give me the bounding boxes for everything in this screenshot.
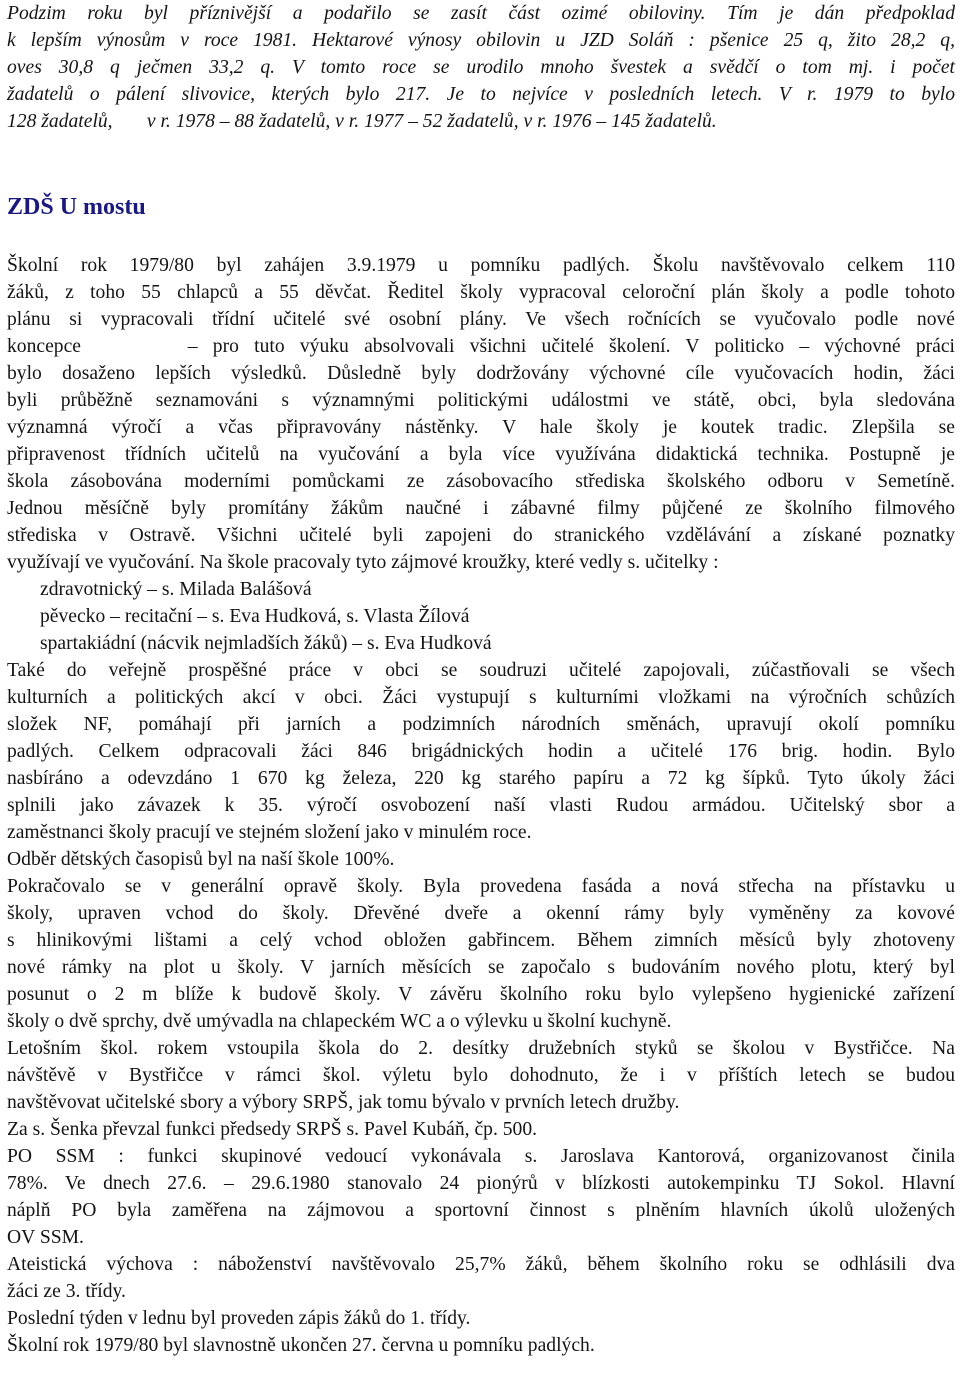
club-item: spartakiádní (nácvik nejmladších žáků) – s. Eva Hudková bbox=[40, 633, 492, 654]
body-line: koncepce – pro tuto výuku absolvovali všichni učitelé školení. V politicko – výchovné práci bbox=[7, 336, 955, 357]
intro-line: k lepším výnosům v roce 1981. Hektarové výnosy obilovin u JZD Soláň : pšenice 25 q, žito 28,2 q, bbox=[7, 30, 955, 51]
body-line: PO SSM : funkci skupinové vedoucí vykonávala s. Jaroslava Kantorová, organizovanost činila bbox=[7, 1146, 955, 1167]
body-line: žáci ze 3. třídy. bbox=[7, 1281, 126, 1302]
club-item: pěvecko – recitační – s. Eva Hudková, s. Vlasta Žílová bbox=[40, 606, 470, 627]
body-line: bylo dosaženo lepších výsledků. Důsledně byly dodržovány výchovné cíle vyučovacích hodin, žáci bbox=[7, 363, 955, 384]
body-line: Za s. Šenka převzal funkci předsedy SRPŠ s. Pavel Kubáň, čp. 500. bbox=[7, 1119, 538, 1140]
body-line: zaměstnanci školy pracují ve stejném složení jako v minulém roce. bbox=[7, 822, 532, 843]
body-line: plánu si vypracovali třídní učitelé své osobní plány. Ve všech ročnících se vyučovalo podle nové bbox=[7, 309, 955, 330]
body-line: složek NF, pomáhají při jarních a podzimních národních směnách, upravují okolí pomníku bbox=[7, 714, 955, 735]
body-line: posunut o 2 m blíže k budově školy. V závěru školního roku bylo vylepšeno hygienické zařízení bbox=[7, 984, 955, 1005]
body-line: OV SSM. bbox=[7, 1227, 84, 1248]
body-line: kulturních a politických akcí v obci. Žáci vystupují s kulturními vložkami na výročních schůzích bbox=[7, 687, 955, 708]
body-line: splnili jako závazek k 35. výročí osvobození naší vlasti Rudou armádou. Učitelský sbor a bbox=[7, 795, 955, 816]
intro-line: 128 žadatelů, v r. 1978 – 88 žadatelů, v r. 1977 – 52 žadatelů, v r. 1976 – 145 žadatelů. bbox=[7, 111, 717, 132]
body-line: žáků, z toho 55 chlapců a 55 děvčat. Ředitel školy vypracoval celoroční plán školy a podle tohoto bbox=[7, 282, 955, 303]
body-line: Pokračovalo se v generální opravě školy. Byla provedena fasáda a nová střecha na přístavku u bbox=[7, 876, 955, 897]
body-line: Školní rok 1979/80 byl zahájen 3.9.1979 u pomníku padlých. Školu navštěvovalo celkem 110 bbox=[7, 255, 955, 276]
body-line: Letošním škol. rokem vstoupila škola do 2. desítky družebních styků se školou v Bystřičce. Na bbox=[7, 1038, 955, 1059]
body-line: Také do veřejně prospěšné práce v obci se soudruzi učitelé zapojovali, zúčastňovali se všech bbox=[7, 660, 955, 681]
body-line: nové rámky na plot u školy. V jarních měsících se započalo s budováním nového plotu, který byl bbox=[7, 957, 955, 978]
body-line: návštěvě v Bystřičce v rámci škol. výletu bylo dohodnuto, že i v příštích letech se budou bbox=[7, 1065, 955, 1086]
body-line: 78%. Ve dnech 27.6. – 29.6.1980 stanovalo 24 pionýrů v blízkosti autokempinku TJ Sokol. Hlavní bbox=[7, 1173, 955, 1194]
body-line: byli průběžně seznamováni s významnými politickými událostmi ve státě, obci, byla sledována bbox=[7, 390, 955, 411]
section-heading: ZDŠ U mostu bbox=[7, 194, 146, 220]
body-line: Odběr dětských časopisů byl na naší škole 100%. bbox=[7, 849, 395, 870]
body-line: střediska v Ostravě. Všichni učitelé byli zapojeni do stranického vzdělávání a získané poznatky bbox=[7, 525, 955, 546]
body-line: Ateistická výchova : náboženství navštěvovalo 25,7% žáků, během školního roku se odhlásili dva bbox=[7, 1254, 955, 1275]
body-line: škola zásobována moderními pomůckami ze zásobovacího střediska školského odboru v Semetíně. bbox=[7, 471, 955, 492]
body-line: Jednou měsíčně byly promítány žákům naučné i zábavné filmy půjčené ze školního filmového bbox=[7, 498, 955, 519]
body-line: navštěvovat učitelské sbory a výbory SRPŠ, jak tomu bývalo v prvních letech družby. bbox=[7, 1092, 680, 1113]
body-line: školy, upraven vchod do školy. Dřevěné dveře a okenní rámy byly vyměněny za kovové bbox=[7, 903, 955, 924]
body-line: připravenost třídních učitelů na vyučování a byla více využívána didaktická technika. Postupně je bbox=[7, 444, 955, 465]
club-item: zdravotnický – s. Milada Balášová bbox=[40, 579, 312, 600]
body-line: náplň PO byla zaměřena na zájmovou a sportovní činnost s plněním hlavních úkolů uložených bbox=[7, 1200, 955, 1221]
body-line: nasbíráno a odevzdáno 1 670 kg železa, 220 kg starého papíru a 72 kg šípků. Tyto úkoly žáci bbox=[7, 768, 955, 789]
body-line: Školní rok 1979/80 byl slavnostně ukončen 27. června u pomníku padlých. bbox=[7, 1335, 595, 1356]
intro-line: žadatelů o pálení slivovice, kterých bylo 217. Je to nejvíce v posledních letech. V r. 1979 to bylo bbox=[7, 84, 955, 105]
body-line: s hlinikovými lištami a celý vchod obložen gabřincem. Během zimních měsíců byly zhotoveny bbox=[7, 930, 955, 951]
body-line: školy o dvě sprchy, dvě umývadla na chlapeckém WC a o výlevku u školní kuchyně. bbox=[7, 1011, 672, 1032]
body-line: využívají ve vyučování. Na škole pracovaly tyto zájmové kroužky, které vedly s. učitelky : bbox=[7, 552, 719, 573]
intro-line: oves 30,8 q ječmen 33,2 q. V tomto roce se urodilo mnoho švestek a svědčí o tom mj. i počet bbox=[7, 57, 955, 78]
body-line: významná výročí a včas připravovány nástěnky. V hale školy je koutek tradic. Zlepšila se bbox=[7, 417, 955, 438]
body-line: padlých. Celkem odpracovali žáci 846 brigádnických hodin a učitelé 176 brig. hodin. Bylo bbox=[7, 741, 955, 762]
intro-line: Podzim roku byl příznivější a podařilo se zasít část ozimé obiloviny. Tím je dán předpoklad bbox=[7, 3, 955, 24]
body-line: Poslední týden v lednu byl proveden zápis žáků do 1. třídy. bbox=[7, 1308, 471, 1329]
